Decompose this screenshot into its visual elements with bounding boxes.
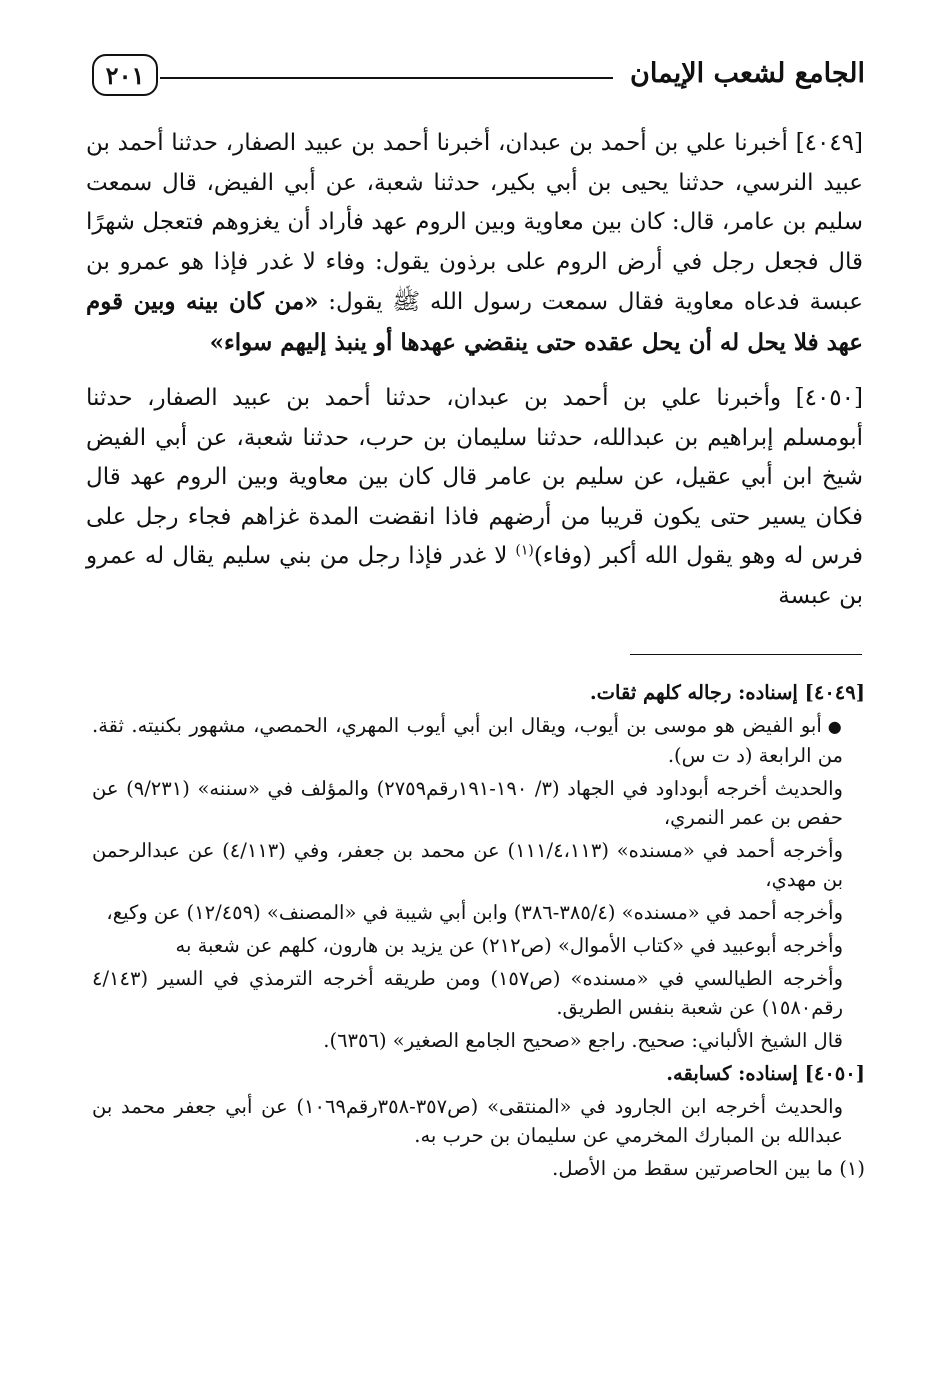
footnote-4049-takhrij-2: وأخرجه أحمد في «مسنده» (١١١/٤،١١٣) عن محمد بن جعفر، وفي (٤/١١٣) عن عبدالرحمن بن مهدي، [92,839,843,891]
hadith-4049-isnad: [٤٠٤٩] أخبرنا علي بن أحمد بن عبدان، أخبرنا أحمد بن عبيد الصفار، حدثنا أحمد بن عبيد النرسي، حدثنا يحيى بن أبي بكير، حدثنا شعبة، عن أبي الفيض، قال سمعت سليم بن عامر، قال: كان بين معاوية وبين الروم عهد فأراد أن يغزوهم فتعجل شهرًا قال فجعل رجل في أرض الروم على برذون يقول: وفاء لا غدر فإذا هو عمرو بن عبسة فدعاه معاوية فقال سمعت رسول الله ﷺ يقول: [86,130,864,315]
main-text [86,124,863,632]
running-title: الجامع لشعب الإيمان [630,58,865,89]
footnote-1: (١) ما بين الحاصرتين سقط من الأصل. [552,1157,865,1180]
page-number: ٢٠١ [92,54,158,96]
footnotes [92,678,865,1187]
hadith-4050-text-b: لا غدر فإذا رجل من بني سليم يقال له عمرو بن عبسة [86,543,863,609]
footnote-4050-head: [٤٠٥٠] إسناده: كسابقه. [666,1062,865,1085]
footnote-4049-takhrij-1: والحديث أخرجه أبوداود في الجهاد (٣/ ١٩٠-١٩١رقم٢٧٥٩) والمؤلف في «سننه» (٩/٢٣١) عن حفص بن عمر النمري، [92,777,843,829]
page-header [88,52,865,102]
footnote-4049-head: [٤٠٤٩] إسناده: رجاله كلهم ثقات. [589,681,865,704]
footnote-ref-1: (١) [515,542,534,559]
footnote-4049-takhrij-3: وأخرجه أحمد في «مسنده» (٣٨٥/٤-٣٨٦) وابن أبي شيبة في «المصنف» (١٢/٤٥٩) عن وكيع، [106,901,843,924]
footnote-4049-narrator: ●أبو الفيض هو موسى بن أيوب، ويقال ابن أبي أيوب المهري، الحمصي، مشهور بكنيته. ثقة. من الرابعة (د ت س). [92,714,843,767]
footnote-4049-takhrij-4: وأخرجه أبوعبيد في «كتاب الأموال» (ص٢١٢) عن يزيد بن هارون، كلهم عن شعبة به [175,934,843,957]
bullet-icon: ● [827,717,843,736]
footnote-4049-grading: قال الشيخ الألباني: صحيح. راجع «صحيح الجامع الصغير» (٦٣٥٦). [323,1029,843,1052]
hadith-4049-matn: «من كان بينه وبين قوم عهد فلا يحل له أن يحل عقده حتى ينقضي عهدها أو ينبذ إليهم سواء» [86,288,863,356]
footnote-separator [630,654,862,655]
hadith-4049 [86,124,863,363]
hadith-4050-text-a: [٤٠٥٠] وأخبرنا علي بن أحمد بن عبدان، حدثنا أحمد بن عبيد الصفار، حدثنا أبومسلم إبراهيم بن عبدالله، حدثنا سليمان بن حرب، حدثنا شعبة، عن أبي الفيض شيخ ابن أبي عقيل، عن سليم بن عامر قال كان بين معاوية وبين الروم عهد قال فكان يسير حتى يكون قريبا من أرضهم فاذا انقضت المدة غزاهم فجاء رجل على فرس له وهو يقول الله أكبر (وفاء) [86,385,863,569]
header-rule [160,77,613,79]
footnote-4049-takhrij-5: وأخرجه الطيالسي في «مسنده» (ص١٥٧) ومن طريقه أخرجه الترمذي في السير (٤/١٤٣ رقم١٥٨٠) عن شعبة بنفس الطريق. [92,967,843,1019]
hadith-4050 [86,379,863,616]
footnote-4050-takhrij: والحديث أخرجه ابن الجارود في «المنتقى» (ص٣٥٧-٣٥٨رقم١٠٦٩) عن أبي جعفر محمد بن عبدالله بن المبارك المخرمي عن سليمان بن حرب به. [92,1095,843,1147]
